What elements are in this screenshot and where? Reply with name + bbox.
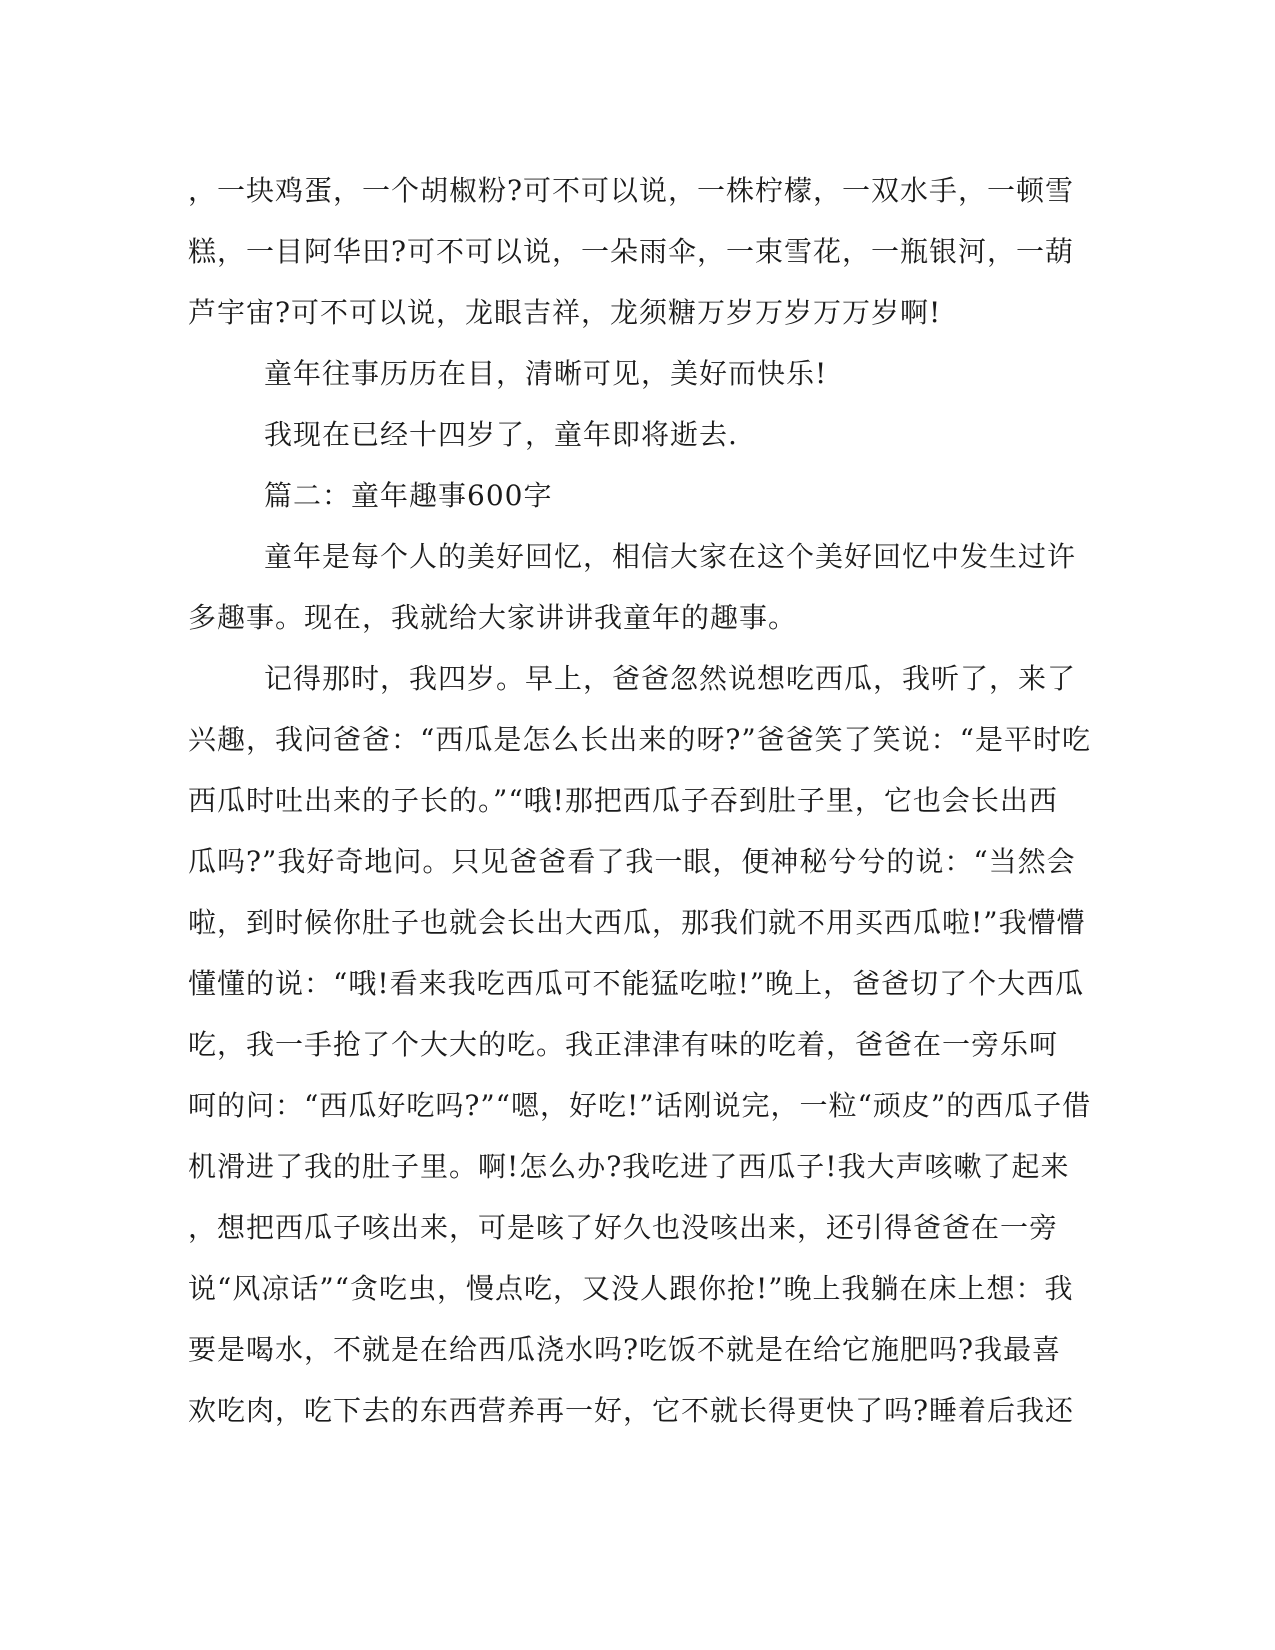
text-line: 呵的问：“西瓜好吃吗?”“嗯，好吃!”话刚说完，一粒“顽皮”的西瓜子借 (188, 1089, 1092, 1122)
text-line: 吃，我一手抢了个大大的吃。我正津津有味的吃着，爸爸在一旁乐呵 (188, 1028, 1059, 1061)
text-line: 我现在已经十四岁了，童年即将逝去. (264, 418, 738, 451)
text-line: 童年是每个人的美好回忆，相信大家在这个美好回忆中发生过许 (264, 540, 1077, 573)
text-line: 芦宇宙?可不可以说，龙眼吉祥，龙须糖万岁万岁万万岁啊! (188, 296, 942, 329)
text-line: 要是喝水，不就是在给西瓜浇水吗?吃饭不就是在给它施肥吗?我最喜 (188, 1333, 1062, 1366)
section-heading: 篇二：童年趣事600字 (264, 479, 553, 512)
text-line: 兴趣，我问爸爸：“西瓜是怎么长出来的呀?”爸爸笑了笑说：“是平时吃 (188, 723, 1091, 756)
text-line: 西瓜时吐出来的子长的。”“哦!那把西瓜子吞到肚子里，它也会长出西 (188, 784, 1058, 817)
text-line: 说“风凉话”“贪吃虫，慢点吃，又没人跟你抢!”晚上我躺在床上想：我 (188, 1272, 1074, 1305)
text-line: 多趣事。现在，我就给大家讲讲我童年的趣事。 (188, 601, 798, 634)
text-line: 糕，一目阿华田?可不可以说，一朵雨伞，一束雪花，一瓶银河，一葫 (188, 235, 1075, 268)
document-body (188, 160, 1092, 1441)
text-line: 懂懂的说：“哦!看来我吃西瓜可不能猛吃啦!”晚上，爸爸切了个大西瓜 (188, 967, 1085, 1000)
text-line: ，想把西瓜子咳出来，可是咳了好久也没咳出来，还引得爸爸在一旁 (188, 1211, 1059, 1244)
text-line: 机滑进了我的肚子里。啊!怎么办?我吃进了西瓜子!我大声咳嗽了起来 (188, 1150, 1070, 1183)
text-line: 瓜吗?”我好奇地问。只见爸爸看了我一眼，便神秘兮兮的说：“当然会 (188, 845, 1076, 878)
text-line: 啦，到时候你肚子也就会长出大西瓜，那我们就不用买西瓜啦!”我懵懵 (188, 906, 1086, 939)
text-line: ，一块鸡蛋，一个胡椒粉?可不可以说，一株柠檬，一双水手，一顿雪 (188, 174, 1075, 207)
text-line: 欢吃肉，吃下去的东西营养再一好，它不就长得更快了吗?睡着后我还 (188, 1394, 1075, 1427)
text-line: 记得那时，我四岁。早上，爸爸忽然说想吃西瓜，我听了，来了 (264, 662, 1077, 695)
text-line: 童年往事历历在目，清晰可见，美好而快乐! (264, 357, 828, 390)
